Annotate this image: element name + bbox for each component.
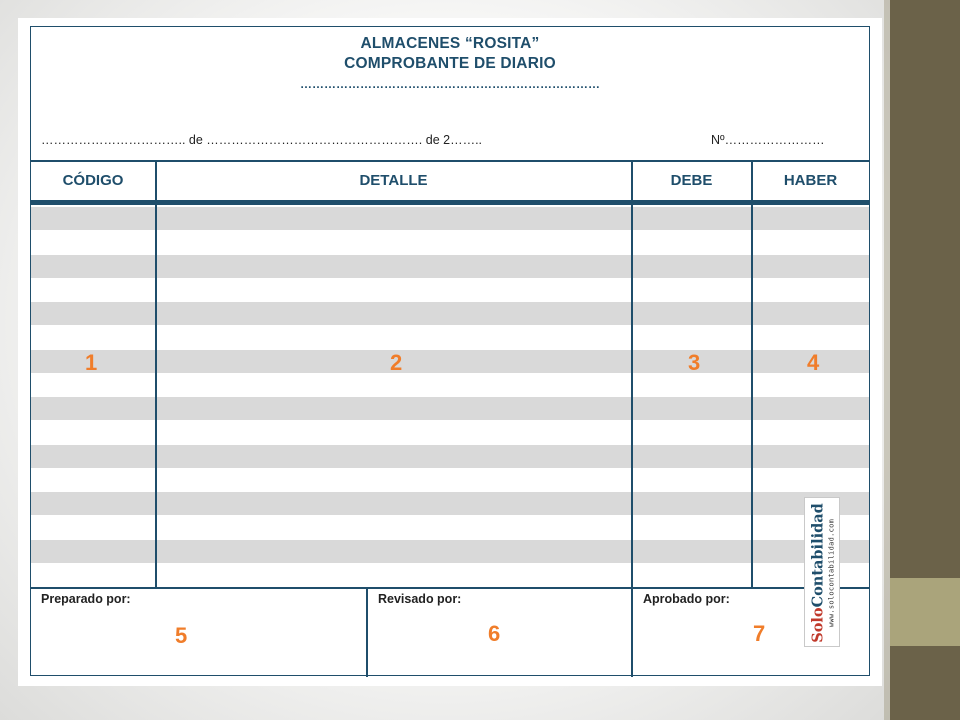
marker-approved: 7 [753,621,766,646]
prepared-by-label: Preparado por: [41,592,131,606]
marker-debe: 3 [688,350,701,375]
solocontabilidad-logo [804,497,840,647]
marker-prepared: 5 [175,623,188,648]
brand-url: www.solocontabilidad.com [826,518,835,628]
company-name: ALMACENES “ROSITA” [360,35,540,52]
table-row [31,445,869,468]
table-row [31,350,869,373]
table-row [31,302,869,325]
table-row [31,255,869,278]
table-row [31,397,869,420]
table-row [31,207,869,230]
table-row [31,492,869,515]
column-divider [155,160,157,588]
footer-top-rule [31,587,869,589]
side-accent [890,578,960,646]
marker-detalle: 2 [390,350,403,375]
marker-reviewed: 6 [488,621,501,646]
approved-by-label: Aprobado por: [643,592,730,606]
column-divider [751,160,753,588]
column-header-codigo: CÓDIGO [62,172,124,189]
brand-solo: Solo [809,607,827,643]
voucher-number: Nº…………………… [711,133,825,147]
marker-haber: 4 [807,350,820,375]
footer-divider [631,587,633,677]
column-header-detalle: DETALLE [359,172,428,189]
footer-divider [366,587,368,677]
journal-voucher-form [30,26,870,676]
marker-codigo: 1 [85,350,98,375]
column-divider [631,160,633,588]
subtitle-dotted-line: ………………………………………………………………… [300,77,600,91]
table-row [31,540,869,563]
brand-text [811,503,835,643]
reviewed-by-label: Revisado por: [378,592,462,606]
document-title: COMPROBANTE DE DIARIO [344,55,556,72]
column-header-debe: DEBE [670,172,713,189]
date-line: …………………………….. de ……………………………………………. de 2…….. [41,133,483,147]
brand-wordmark [811,503,826,643]
column-header-haber: HABER [783,172,838,189]
brand-contabilidad: Contabilidad [809,503,827,608]
